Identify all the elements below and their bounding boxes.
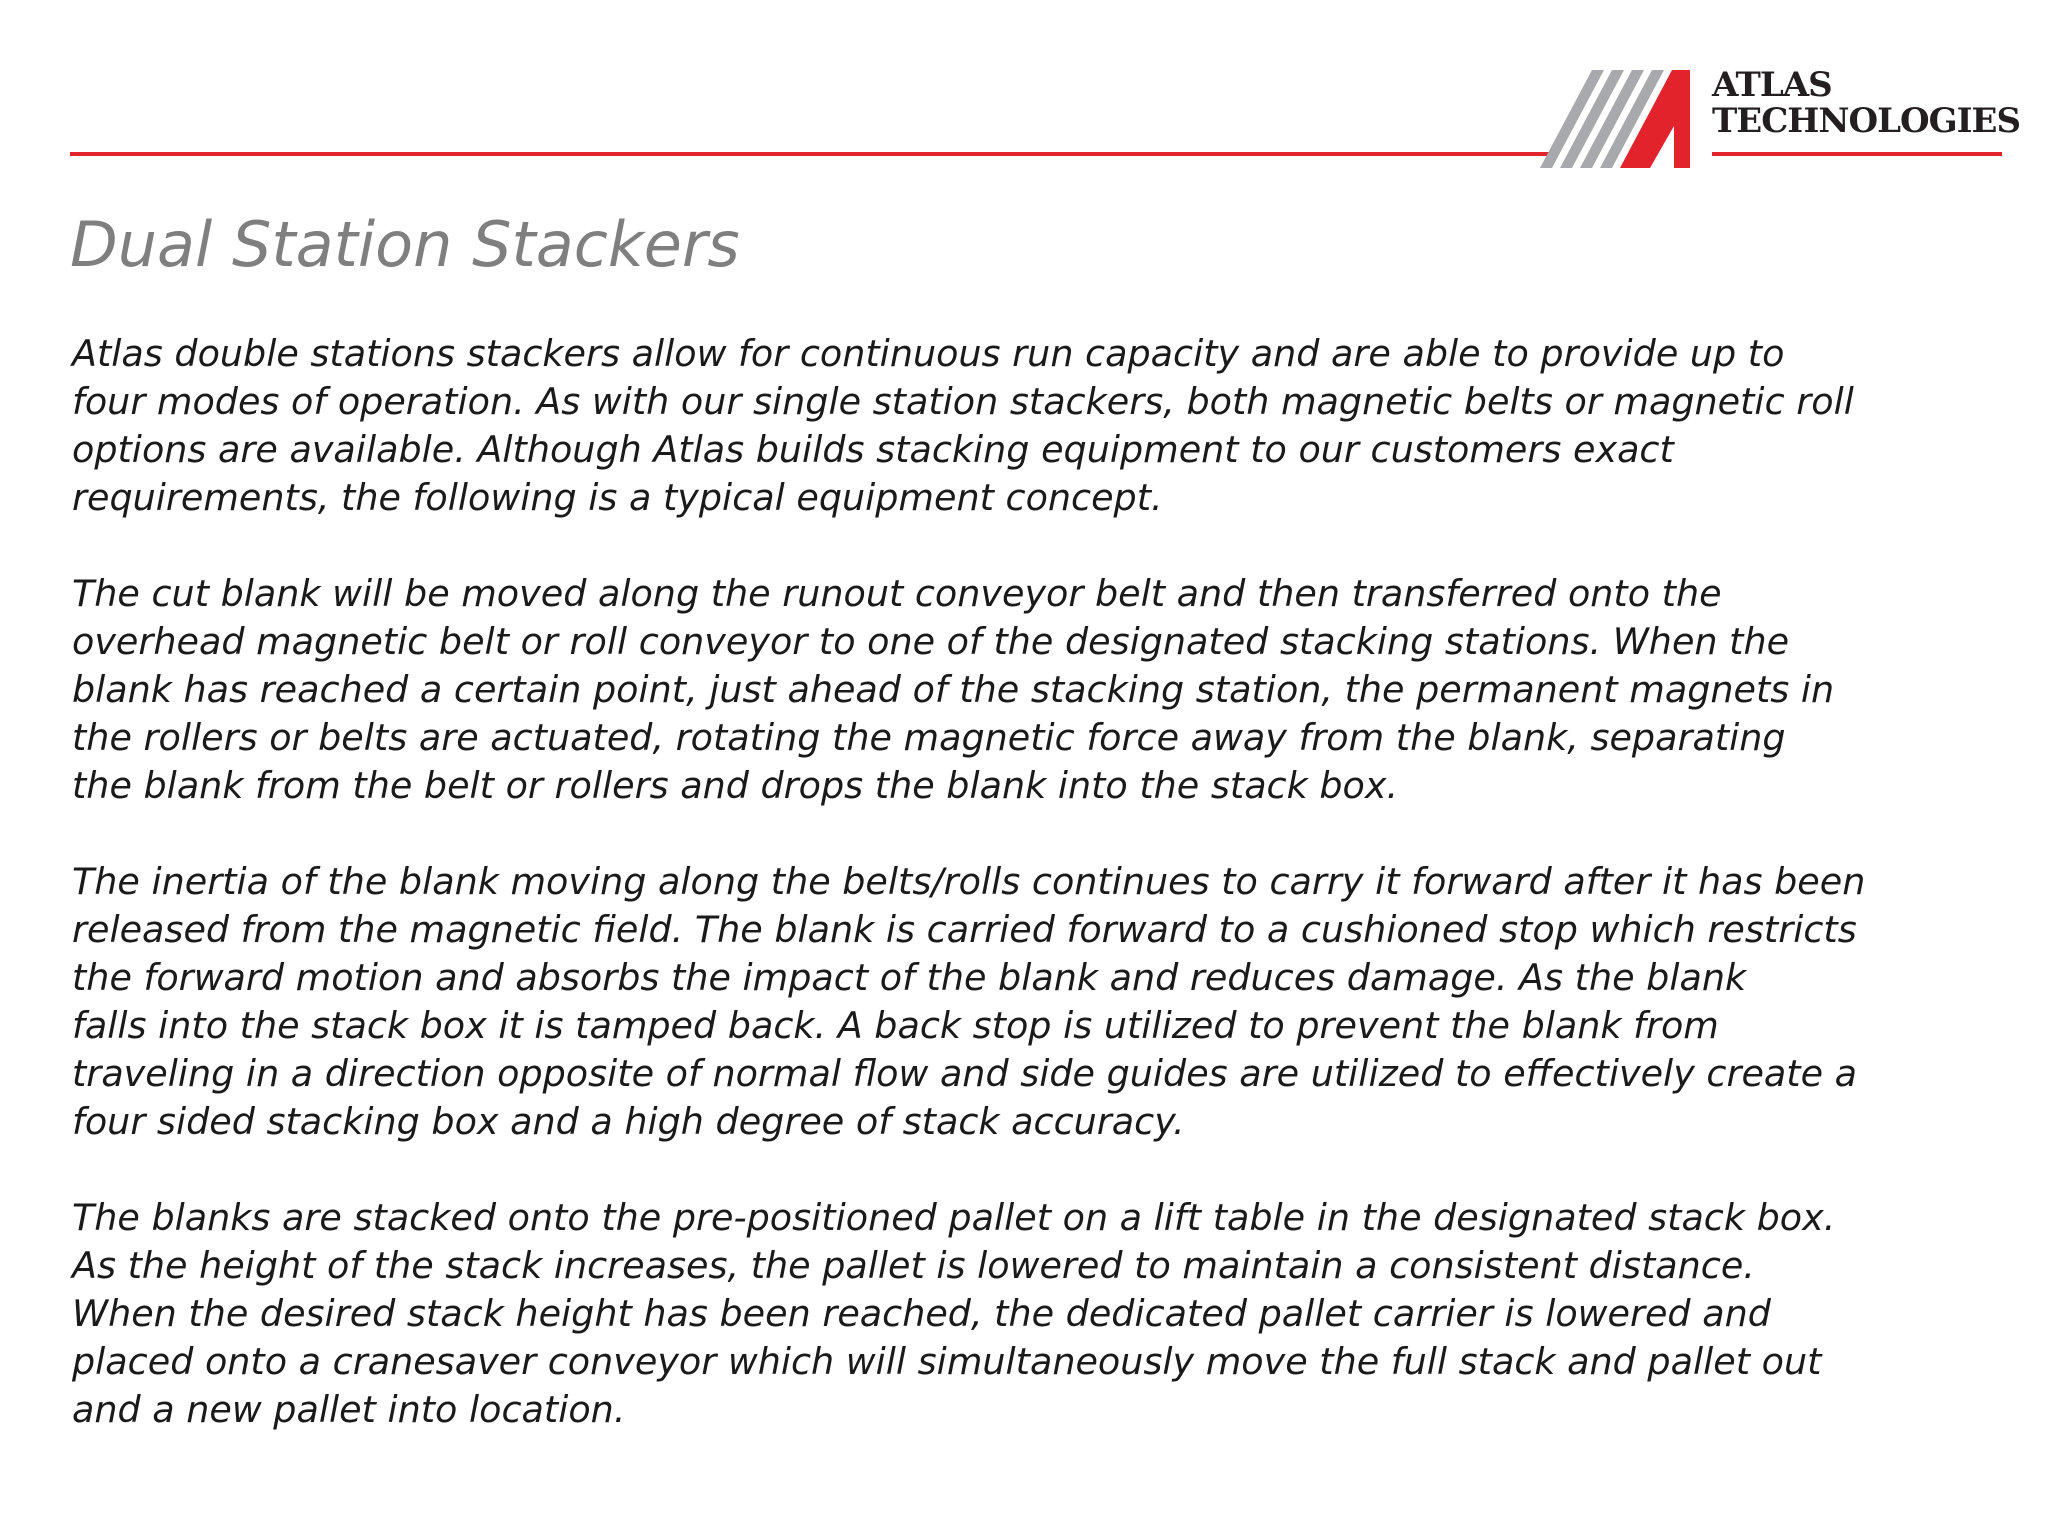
- text-line: The cut blank will be moved along the runout conveyor belt and then transferred onto the: [72, 572, 1722, 615]
- header-divider-left: [70, 152, 1550, 156]
- paragraph-transfer: [72, 570, 2002, 810]
- text-line: When the desired stack height has been reached, the dedicated pallet carrier is lowered and: [72, 1292, 1771, 1335]
- logo-text-atlas: ATLAS: [1712, 65, 1832, 105]
- logo-mark-icon: [1540, 66, 1710, 174]
- text-line: overhead magnetic belt or roll conveyor to one of the designated stacking stations. When the: [72, 620, 1790, 663]
- page-title: Dual Station Stackers: [70, 208, 740, 281]
- text-line: falls into the stack box it is tamped back. A back stop is utilized to prevent the blank from: [72, 1004, 1719, 1047]
- text-line: placed onto a cranesaver conveyor which will simultaneously move the full stack and pallet out: [72, 1340, 1822, 1383]
- atlas-technologies-logo: [1540, 65, 2021, 174]
- text-line: released from the magnetic field. The blank is carried forward to a cushioned stop which restricts: [72, 908, 1857, 951]
- text-line: and a new pallet into location.: [72, 1388, 626, 1431]
- text-line: four modes of operation. As with our single station stackers, both magnetic belts or magnetic roll: [72, 380, 1854, 423]
- text-line: As the height of the stack increases, the pallet is lowered to maintain a consistent distance.: [72, 1244, 1755, 1287]
- logo-text-technologies: TECHNOLOGIES: [1712, 101, 2021, 141]
- text-line: the rollers or belts are actuated, rotating the magnetic force away from the blank, separating: [72, 716, 1786, 759]
- body-text: [72, 330, 2002, 1482]
- text-line: Atlas double stations stackers allow for continuous run capacity and are able to provide up to: [72, 332, 1785, 375]
- paragraph-inertia: [72, 858, 2002, 1146]
- text-line: four sided stacking box and a high degree of stack accuracy.: [72, 1100, 1185, 1143]
- text-line: the blank from the belt or rollers and drops the blank into the stack box.: [72, 764, 1399, 807]
- text-line: blank has reached a certain point, just ahead of the stacking station, the permanent magnets in: [72, 668, 1835, 711]
- paragraph-intro: [72, 330, 2002, 522]
- text-line: The blanks are stacked onto the pre-positioned pallet on a lift table in the designated stack box.: [72, 1196, 1836, 1239]
- paragraph-stacking: [72, 1194, 2002, 1434]
- text-line: requirements, the following is a typical equipment concept.: [72, 476, 1163, 519]
- text-line: traveling in a direction opposite of normal flow and side guides are utilized to effectively create a: [72, 1052, 1858, 1095]
- text-line: The inertia of the blank moving along the belts/rolls continues to carry it forward after it has been: [72, 860, 1866, 903]
- text-line: the forward motion and absorbs the impact of the blank and reduces damage. As the blank: [72, 956, 1747, 999]
- text-line: options are available. Although Atlas builds stacking equipment to our customers exact: [72, 428, 1674, 471]
